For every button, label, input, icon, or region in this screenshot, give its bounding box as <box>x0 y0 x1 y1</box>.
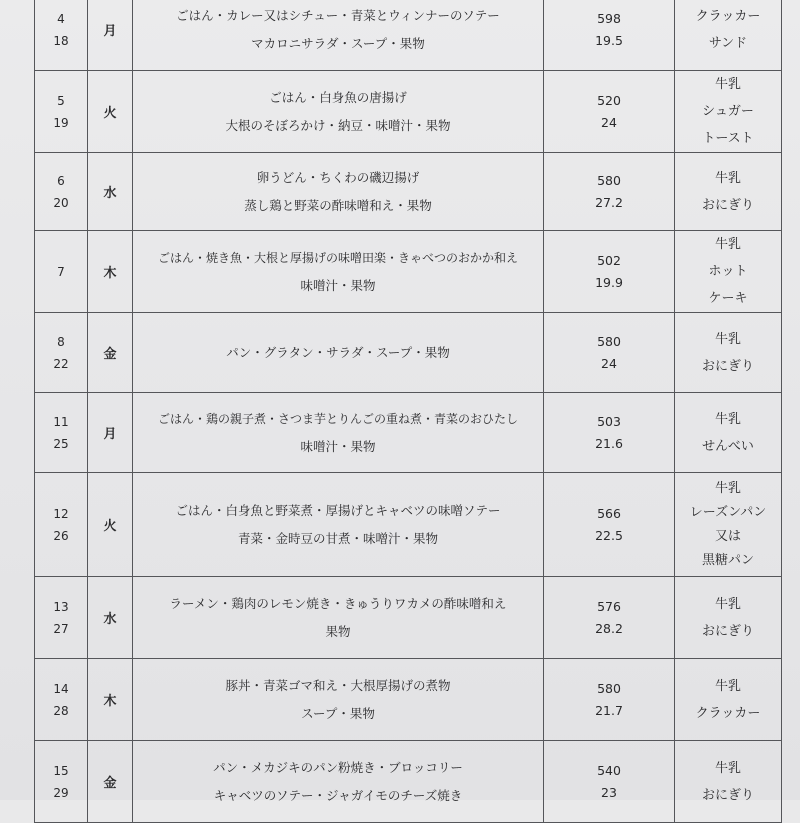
energy-value: 598 <box>597 10 621 26</box>
protein-value: 21.7 <box>595 702 623 718</box>
nutrition-cell <box>544 313 675 393</box>
snack-line: おにぎり <box>701 197 754 213</box>
date-cell <box>35 71 88 153</box>
protein-value: 21.6 <box>595 435 623 451</box>
menu-line: パン・グラタン・サラダ・スープ・果物 <box>226 344 450 360</box>
menu-cell <box>133 741 544 823</box>
menu-cell <box>133 659 544 741</box>
day-number-2: 27 <box>53 621 69 636</box>
snack-cell <box>675 153 782 231</box>
weekday-cell: 木 <box>88 659 133 741</box>
snack-cell <box>675 741 782 823</box>
snack-line: おにぎり <box>701 358 754 374</box>
snack-line: トースト <box>702 131 754 146</box>
snack-line: 牛乳 <box>714 170 741 186</box>
nutrition-cell <box>544 0 675 71</box>
nutrition-cell <box>544 741 675 823</box>
nutrition-cell <box>544 71 675 153</box>
menu-line: 味噌汁・果物 <box>300 438 376 454</box>
snack-cell <box>675 313 782 393</box>
snack-line: 牛乳 <box>714 760 741 776</box>
snack-cell <box>675 231 782 313</box>
snack-line: 牛乳 <box>714 480 741 496</box>
day-number-2: 28 <box>53 703 69 718</box>
weekday-cell: 火 <box>88 71 133 153</box>
day-number: 6 <box>57 173 65 188</box>
day-number-2: 20 <box>53 195 69 210</box>
menu-cell <box>133 473 544 577</box>
menu-line: マカロニサラダ・スープ・果物 <box>251 35 425 51</box>
weekday-cell: 月 <box>88 393 133 473</box>
snack-line: おにぎり <box>701 623 754 639</box>
menu-cell <box>133 153 544 231</box>
protein-value: 24 <box>601 355 617 371</box>
snack-line: せんべい <box>702 438 754 454</box>
snack-cell <box>675 473 782 577</box>
menu-line: 卵うどん・ちくわの磯辺揚げ <box>256 169 420 185</box>
snack-line: 牛乳 <box>714 596 741 612</box>
menu-line: ごはん・カレー又はシチュー・青菜とウィンナーのソテー <box>176 7 500 23</box>
nutrition-cell <box>544 393 675 473</box>
table-row <box>35 659 782 741</box>
snack-line: レーズンパン <box>689 504 767 520</box>
table-row <box>35 393 782 473</box>
energy-value: 540 <box>597 762 621 778</box>
day-number: 11 <box>53 414 69 429</box>
day-number-2: 26 <box>53 528 69 543</box>
weekday-cell: 金 <box>88 313 133 393</box>
snack-line: サンド <box>708 35 748 51</box>
menu-table-body <box>35 0 782 823</box>
table-row <box>35 0 782 71</box>
snack-line: シュガー <box>702 104 754 119</box>
menu-cell <box>133 231 544 313</box>
table-row <box>35 313 782 393</box>
lunch-menu-table <box>34 0 782 823</box>
day-number: 14 <box>53 681 69 696</box>
snack-line: 牛乳 <box>714 411 741 427</box>
day-number: 12 <box>53 506 69 521</box>
nutrition-cell <box>544 659 675 741</box>
menu-cell <box>133 0 544 71</box>
protein-value: 27.2 <box>595 194 623 210</box>
table-row <box>35 577 782 659</box>
date-cell <box>35 231 88 313</box>
day-number: 13 <box>53 599 69 614</box>
date-cell <box>35 741 88 823</box>
menu-line: 青菜・金時豆の甘煮・味噌汁・果物 <box>237 530 438 546</box>
protein-value: 19.9 <box>595 274 623 290</box>
snack-line: 牛乳 <box>714 331 741 347</box>
energy-value: 503 <box>597 413 621 429</box>
nutrition-cell <box>544 577 675 659</box>
menu-cell <box>133 71 544 153</box>
day-number-2: 25 <box>53 436 69 451</box>
snack-line: クラッカー <box>695 8 761 24</box>
day-number: 8 <box>57 334 65 349</box>
menu-line: キャベツのソテー・ジャガイモのチーズ焼き <box>213 787 463 803</box>
snack-cell <box>675 71 782 153</box>
weekday-cell: 火 <box>88 473 133 577</box>
day-number-2: 22 <box>53 356 69 371</box>
protein-value: 23 <box>601 784 617 800</box>
snack-line: 黒糖パン <box>701 552 754 568</box>
day-number: 4 <box>57 11 65 26</box>
date-cell <box>35 393 88 473</box>
date-cell <box>35 313 88 393</box>
weekday-cell: 金 <box>88 741 133 823</box>
table-row <box>35 473 782 577</box>
protein-value: 19.5 <box>595 32 623 48</box>
snack-line: ホット <box>708 264 748 279</box>
snack-line: 又は <box>714 528 741 544</box>
menu-cell <box>133 313 544 393</box>
day-number: 5 <box>57 93 65 108</box>
snack-cell <box>675 659 782 741</box>
energy-value: 580 <box>597 333 621 349</box>
weekday-cell: 水 <box>88 577 133 659</box>
menu-line: 豚丼・青菜ゴマ和え・大根厚揚げの煮物 <box>225 677 451 693</box>
weekday-cell: 水 <box>88 153 133 231</box>
menu-line: ごはん・白身魚の唐揚げ <box>269 89 407 105</box>
menu-line: ラーメン・鶏肉のレモン焼き・きゅうりワカメの酢味噌和え <box>169 595 507 611</box>
menu-line: 味噌汁・果物 <box>300 277 376 293</box>
snack-line: 牛乳 <box>714 237 741 252</box>
snack-line: 牛乳 <box>714 678 741 694</box>
nutrition-cell <box>544 153 675 231</box>
table-row <box>35 231 782 313</box>
snack-line: ケーキ <box>708 291 748 306</box>
nutrition-cell <box>544 231 675 313</box>
energy-value: 502 <box>597 252 621 268</box>
protein-value: 22.5 <box>595 527 623 543</box>
weekday-cell: 月 <box>88 0 133 71</box>
menu-line: ごはん・白身魚と野菜煮・厚揚げとキャベツの味噌ソテー <box>175 502 501 518</box>
date-cell <box>35 0 88 71</box>
table-row <box>35 71 782 153</box>
table-row <box>35 741 782 823</box>
weekday-cell: 木 <box>88 231 133 313</box>
energy-value: 580 <box>597 172 621 188</box>
date-cell <box>35 659 88 741</box>
menu-cell <box>133 393 544 473</box>
day-number: 15 <box>53 763 69 778</box>
snack-cell <box>675 0 782 71</box>
nutrition-cell <box>544 473 675 577</box>
snack-cell <box>675 577 782 659</box>
snack-line: おにぎり <box>701 787 754 803</box>
snack-cell <box>675 393 782 473</box>
date-cell <box>35 473 88 577</box>
energy-value: 566 <box>597 505 621 521</box>
energy-value: 576 <box>597 598 621 614</box>
day-number-2: 29 <box>53 785 69 800</box>
menu-line: ごはん・鶏の親子煮・さつま芋とりんごの重ね煮・青菜のおひたし <box>157 411 518 426</box>
energy-value: 520 <box>597 92 621 108</box>
menu-line: スープ・果物 <box>301 705 375 721</box>
menu-line: 蒸し鶏と野菜の酢味噌和え・果物 <box>244 197 432 213</box>
table-row <box>35 153 782 231</box>
menu-line: パン・メカジキのパン粉焼き・ブロッコリー <box>213 759 463 775</box>
menu-line: 大根のそぼろかけ・納豆・味噌汁・果物 <box>225 117 451 133</box>
day-number-2: 19 <box>53 115 69 130</box>
snack-line: 牛乳 <box>714 77 741 92</box>
menu-line: ごはん・焼き魚・大根と厚揚げの味噌田楽・きゃべつのおかか和え <box>157 250 518 265</box>
protein-value: 24 <box>601 114 617 130</box>
menu-line: 果物 <box>325 623 351 639</box>
day-number-2: 18 <box>53 33 69 48</box>
menu-cell <box>133 577 544 659</box>
date-cell <box>35 577 88 659</box>
date-cell <box>35 153 88 231</box>
day-number: 7 <box>57 264 65 279</box>
snack-line: クラッカー <box>695 705 761 721</box>
energy-value: 580 <box>597 680 621 696</box>
protein-value: 28.2 <box>595 620 623 636</box>
